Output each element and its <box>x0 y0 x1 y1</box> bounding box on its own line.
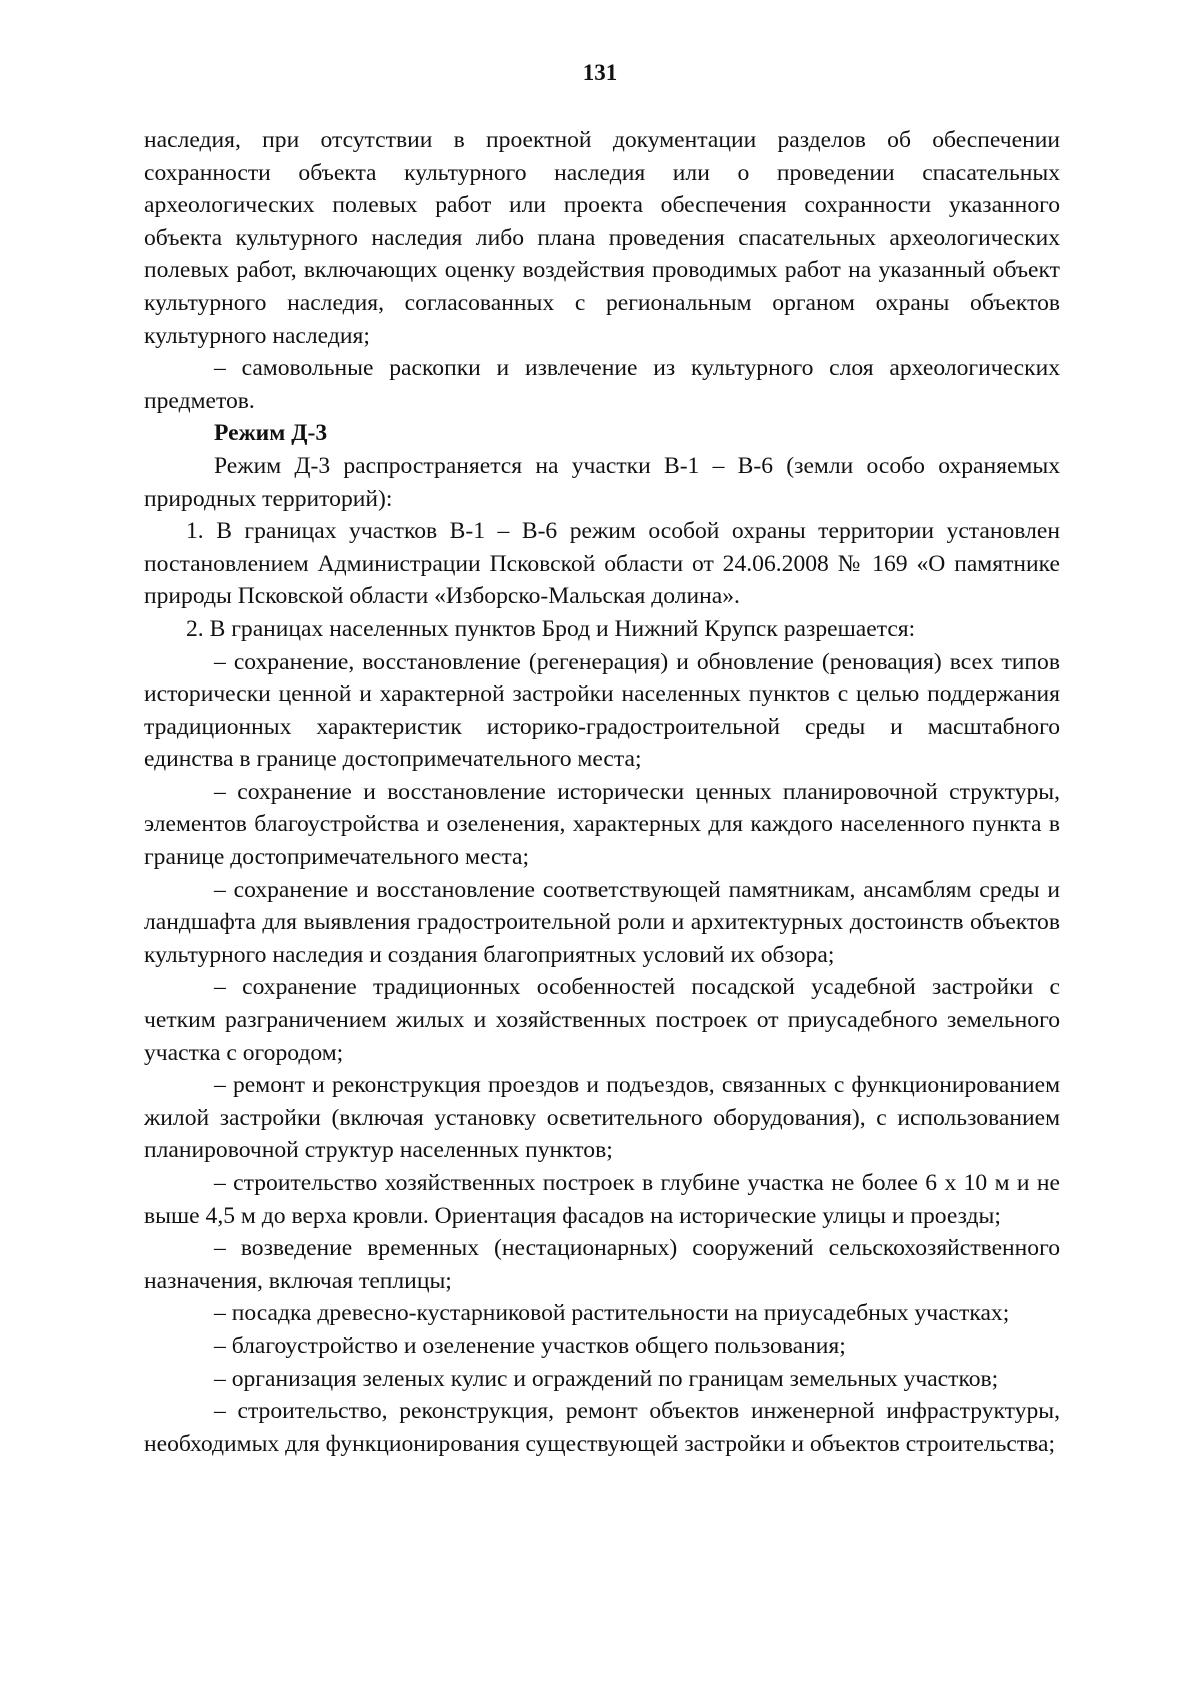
list-item: – организация зеленых кулис и ограждений по границам земельных участков; <box>214 1365 999 1392</box>
section-heading: Режим Д-3 <box>214 420 328 447</box>
list-item: – строительство, реконструкция, ремонт объектов инженерной инфраструктуры, необходимых для функционирования существующей застройки и объектов строительства; <box>144 1398 1060 1457</box>
list-item: – ремонт и реконструкция проездов и подъездов, связанных с функционированием жилой застройки (включая установку осветительного оборудования), с использованием планировочной структур населенных пунктов; <box>144 1072 1060 1164</box>
numbered-item: 2. В границах населенных пунктов Брод и Нижний Крупск разрешается: <box>186 615 916 642</box>
list-item: – возведение временных (нестационарных) сооружений сельскохозяйственного назначения, включая теплицы; <box>144 1235 1060 1294</box>
list-item: – строительство хозяйственных построек в глубине участка не более 6 x 10 м и не выше 4,5 м до верха кровли. Ориентация фасадов на исторические улицы и проезды; <box>144 1170 1060 1229</box>
document-body <box>144 124 1060 1460</box>
list-item: – сохранение, восстановление (регенерация) и обновление (реновация) всех типов исторически ценной и характерной застройки населенных пунктов с целью поддержания традиционных характеристик историко-градостроительной среды и масштабного единства в границе достопримечательного места; <box>144 648 1060 773</box>
list-item: – сохранение и восстановление исторически ценных планировочной структуры, элементов благоустройства и озеленения, характерных для каждого населенного пункта в границе достопримечательного места; <box>144 778 1060 871</box>
list-item: – сохранение и восстановление соответствующей памятникам, ансамблям среды и ландшафта для выявления градостроительной роли и архитектурных достоинств объектов культурного наследия и создания благоприятных условий их обзора; <box>144 876 1060 968</box>
paragraph: наследия, при отсутствии в проектной документации разделов об обеспечении сохранности объекта культурного наследия или о проведении спасательных археологических полевых работ или проекта обеспечения сохранности указанного объекта культурного наследия либо плана проведения спасательных археологических полевых работ, включающих оценку воздействия проводимых работ на указанный объект культурного наследия, согласованных с региональным органом охраны объектов культурного наследия; <box>144 127 1060 349</box>
numbered-item: 1. В границах участков В-1 – В-6 режим особой охраны территории установлен постановлением Администрации Псковской области от 24.06.2008 № 169 «О памятнике природы Псковской области «Изборско-Мальская долина». <box>144 518 1060 610</box>
page-number: 131 <box>582 60 618 85</box>
paragraph: Режим Д-3 распространяется на участки В-1 – В-6 (земли особо охраняемых природных территорий): <box>144 452 1060 512</box>
list-item: – посадка древесно-кустарниковой растительности на приусадебных участках; <box>214 1300 1010 1327</box>
list-item: – сохранение традиционных особенностей посадской усадебной застройки с четким разграничением жилых и хозяйственных построек от приусадебного земельного участка с огородом; <box>144 974 1060 1066</box>
list-item: – благоустройство и озеленение участков общего пользования; <box>214 1332 846 1359</box>
list-item: – самовольные раскопки и извлечение из культурного слоя археологических предметов. <box>144 355 1060 414</box>
